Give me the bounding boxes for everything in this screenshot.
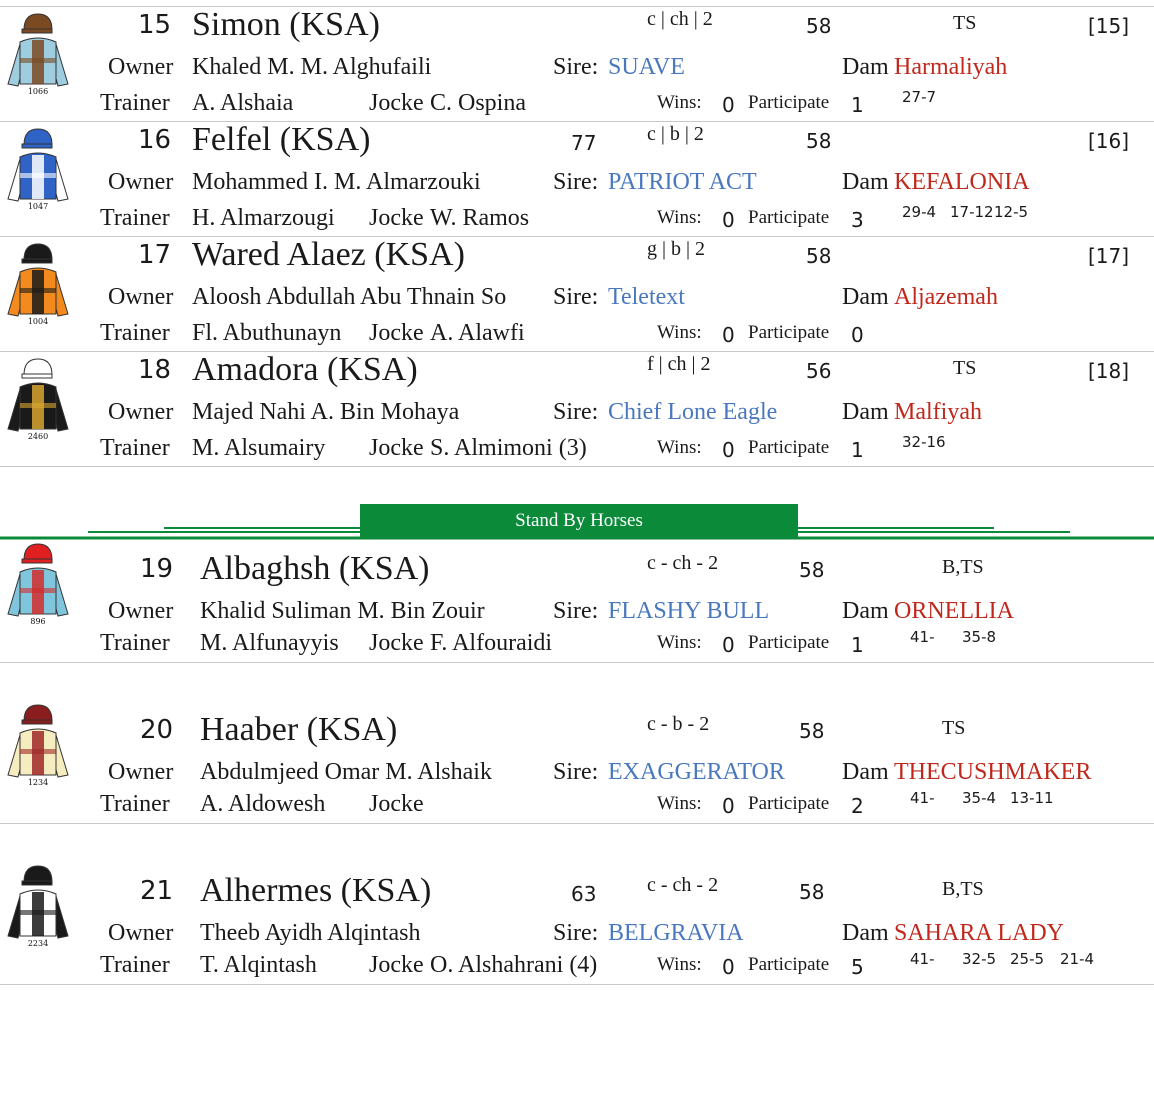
trainer-label: Trainer xyxy=(100,630,170,656)
horse-weight: 58 xyxy=(799,719,825,743)
dam-label: Dam xyxy=(842,399,889,425)
dam-name: KEFALONIA xyxy=(894,169,1030,195)
trainer-name: A. Alshaia xyxy=(192,90,294,116)
horse-weight: 58 xyxy=(799,558,825,582)
sire-name: BELGRAVIA xyxy=(608,920,744,946)
jockey-label: Jocke xyxy=(369,952,424,978)
form-entry: 32-5 xyxy=(962,950,997,968)
trainer-label: Trainer xyxy=(100,435,170,461)
sire-label: Sire: xyxy=(553,399,599,425)
horse-description: c - ch - 2 xyxy=(647,874,719,896)
owner-name: Majed Nahi A. Bin Mohaya xyxy=(192,399,460,425)
horse-name: Alhermes (KSA) xyxy=(200,872,432,909)
wins-label: Wins: xyxy=(657,92,702,113)
jockey-silk-icon xyxy=(4,6,72,96)
trainer-name: M. Alfunayyis xyxy=(200,630,339,656)
horse-rating: 77 xyxy=(571,131,597,155)
dam-name: SAHARA LADY xyxy=(894,920,1065,946)
svg-text:1004: 1004 xyxy=(27,317,49,326)
participate-label: Participate xyxy=(748,322,830,343)
horse-description: c | ch | 2 xyxy=(647,8,713,30)
trainer-label: Trainer xyxy=(100,320,170,346)
form-entry: 41- xyxy=(910,789,935,807)
svg-text:2460: 2460 xyxy=(27,432,49,441)
horse-equipment: TS xyxy=(953,12,977,34)
wins-value: 0 xyxy=(722,208,735,232)
sire-label: Sire: xyxy=(553,598,599,624)
horse-number: 19 xyxy=(140,554,174,584)
wins-label: Wins: xyxy=(657,437,702,458)
wins-label: Wins: xyxy=(657,632,702,653)
wins-value: 0 xyxy=(722,323,735,347)
participate-label: Participate xyxy=(748,437,830,458)
participate-label: Participate xyxy=(748,632,830,653)
jockey-name: W. Ramos xyxy=(430,205,530,231)
wins-value: 0 xyxy=(722,438,735,462)
dam-label: Dam xyxy=(842,284,889,310)
form-entry: 13-11 xyxy=(1010,789,1054,807)
horse-weight: 58 xyxy=(799,880,825,904)
wins-value: 0 xyxy=(722,794,735,818)
dam-name: Harmaliyah xyxy=(894,54,1008,80)
horse-description: f | ch | 2 xyxy=(647,353,711,375)
owner-label: Owner xyxy=(108,399,174,425)
trainer-name: Fl. Abuthunayn xyxy=(192,320,342,346)
row-divider xyxy=(0,466,1154,467)
form-entry: 29-4 xyxy=(902,203,937,221)
horse-weight: 56 xyxy=(806,359,832,383)
horse-equipment: B,TS xyxy=(942,878,984,900)
jockey-label: Jocke xyxy=(369,205,424,231)
horse-equipment: B,TS xyxy=(942,556,984,578)
owner-label: Owner xyxy=(108,920,174,946)
sire-name: Chief Lone Eagle xyxy=(608,399,778,425)
horse-row xyxy=(0,351,1154,465)
horse-weight: 58 xyxy=(806,244,832,268)
participate-label: Participate xyxy=(748,954,830,975)
participate-value: 1 xyxy=(851,438,864,462)
jockey-silk-icon xyxy=(4,121,72,211)
sire-label: Sire: xyxy=(553,54,599,80)
horse-description: c - ch - 2 xyxy=(647,552,719,574)
horse-equipment: TS xyxy=(953,357,977,379)
form-entry: 25-5 xyxy=(1010,950,1045,968)
horse-name: Albaghsh (KSA) xyxy=(200,550,430,587)
dam-name: ORNELLIA xyxy=(894,598,1014,624)
horse-row xyxy=(0,236,1154,350)
horse-weight: 58 xyxy=(806,129,832,153)
participate-value: 1 xyxy=(851,633,864,657)
dam-name: Malfiyah xyxy=(894,399,982,425)
dam-label: Dam xyxy=(842,54,889,80)
form-entry: 32-16 xyxy=(902,433,946,451)
dam-label: Dam xyxy=(842,920,889,946)
participate-label: Participate xyxy=(748,793,830,814)
jockey-label: Jocke xyxy=(369,320,424,346)
svg-text:2234: 2234 xyxy=(27,939,49,948)
sire-label: Sire: xyxy=(553,169,599,195)
participate-value: 1 xyxy=(851,93,864,117)
svg-text:1066: 1066 xyxy=(27,87,49,96)
jockey-label: Jocke xyxy=(369,435,424,461)
svg-text:1234: 1234 xyxy=(27,778,49,787)
horse-row xyxy=(0,697,1154,818)
horse-name: Amadora (KSA) xyxy=(192,351,418,388)
owner-label: Owner xyxy=(108,54,174,80)
wins-label: Wins: xyxy=(657,793,702,814)
form-entry: 27-7 xyxy=(902,88,937,106)
trainer-label: Trainer xyxy=(100,205,170,231)
jockey-name: A. Alawfi xyxy=(430,320,525,346)
horse-rating: 63 xyxy=(571,882,597,906)
horse-name: Wared Alaez (KSA) xyxy=(192,236,465,273)
form-entry: 41- xyxy=(910,628,935,646)
sire-name: Teletext xyxy=(608,284,685,310)
jockey-silk-icon xyxy=(4,858,72,948)
sire-name: FLASHY BULL xyxy=(608,598,770,624)
owner-label: Owner xyxy=(108,759,174,785)
horse-description: g | b | 2 xyxy=(647,238,706,260)
trainer-name: M. Alsumairy xyxy=(192,435,326,461)
owner-name: Khalid Suliman M. Bin Zouir xyxy=(200,598,485,624)
horse-number: 20 xyxy=(140,715,174,745)
sire-name: PATRIOT ACT xyxy=(608,169,757,195)
horse-draw: [15] xyxy=(1088,14,1130,38)
participate-label: Participate xyxy=(748,92,830,113)
wins-label: Wins: xyxy=(657,322,702,343)
horse-row xyxy=(0,121,1154,235)
trainer-name: A. Aldowesh xyxy=(200,791,326,817)
owner-name: Mohammed I. M. Almarzouki xyxy=(192,169,481,195)
wins-value: 0 xyxy=(722,955,735,979)
participate-value: 3 xyxy=(851,208,864,232)
owner-name: Theeb Ayidh Alqintash xyxy=(200,920,421,946)
participate-label: Participate xyxy=(748,207,830,228)
jockey-name: S. Almimoni (3) xyxy=(430,435,587,461)
sire-label: Sire: xyxy=(553,920,599,946)
horse-description: c | b | 2 xyxy=(647,123,704,145)
horse-name: Haaber (KSA) xyxy=(200,711,398,748)
dam-label: Dam xyxy=(842,169,889,195)
wins-value: 0 xyxy=(722,633,735,657)
horse-weight: 58 xyxy=(806,14,832,38)
horse-draw: [17] xyxy=(1088,244,1130,268)
horse-number: 18 xyxy=(138,355,172,385)
svg-text:896: 896 xyxy=(30,617,46,626)
horse-number: 15 xyxy=(138,10,172,40)
form-entry: 35-8 xyxy=(962,628,997,646)
dam-label: Dam xyxy=(842,759,889,785)
sire-label: Sire: xyxy=(553,284,599,310)
jockey-name: C. Ospina xyxy=(430,90,526,116)
owner-label: Owner xyxy=(108,598,174,624)
row-divider xyxy=(0,662,1154,663)
horse-number: 17 xyxy=(138,240,172,270)
trainer-label: Trainer xyxy=(100,952,170,978)
svg-text:1047: 1047 xyxy=(27,202,49,211)
dam-label: Dam xyxy=(842,598,889,624)
trainer-label: Trainer xyxy=(100,791,170,817)
owner-label: Owner xyxy=(108,284,174,310)
owner-name: Khaled M. M. Alghufaili xyxy=(192,54,432,80)
horse-number: 16 xyxy=(138,125,172,155)
jockey-name: O. Alshahrani (4) xyxy=(430,952,598,978)
owner-name: Abdulmjeed Omar M. Alshaik xyxy=(200,759,492,785)
jockey-label: Jocke xyxy=(369,90,424,116)
jockey-name: F. Alfouraidi xyxy=(430,630,553,656)
jockey-silk-icon xyxy=(4,351,72,441)
jockey-silk-icon xyxy=(4,236,72,326)
jockey-label: Jocke xyxy=(369,630,424,656)
trainer-name: H. Almarzougi xyxy=(192,205,335,231)
form-entry: 17-12 xyxy=(950,203,994,221)
sire-name: SUAVE xyxy=(608,54,685,80)
jockey-silk-icon xyxy=(4,697,72,787)
horse-draw: [16] xyxy=(1088,129,1130,153)
sire-name: EXAGGERATOR xyxy=(608,759,785,785)
horse-row xyxy=(0,6,1154,120)
row-divider xyxy=(0,823,1154,824)
form-entry: 35-4 xyxy=(962,789,997,807)
horse-name: Felfel (KSA) xyxy=(192,121,371,158)
owner-name: Aloosh Abdullah Abu Thnain So xyxy=(192,284,507,310)
form-entry: 12-5 xyxy=(994,203,1029,221)
dam-name: THECUSHMAKER xyxy=(894,759,1092,785)
trainer-label: Trainer xyxy=(100,90,170,116)
jockey-silk-icon xyxy=(4,536,72,626)
form-entry: 21-4 xyxy=(1060,950,1095,968)
trainer-name: T. Alqintash xyxy=(200,952,317,978)
form-entry: 41- xyxy=(910,950,935,968)
participate-value: 0 xyxy=(851,323,864,347)
standby-title: Stand By Horses xyxy=(360,504,798,538)
horse-number: 21 xyxy=(140,876,174,906)
horse-description: c - b - 2 xyxy=(647,713,710,735)
horse-row xyxy=(0,536,1154,657)
sire-label: Sire: xyxy=(553,759,599,785)
owner-label: Owner xyxy=(108,169,174,195)
wins-value: 0 xyxy=(722,93,735,117)
participate-value: 2 xyxy=(851,794,864,818)
horse-draw: [18] xyxy=(1088,359,1130,383)
row-divider xyxy=(0,984,1154,985)
participate-value: 5 xyxy=(851,955,864,979)
wins-label: Wins: xyxy=(657,954,702,975)
horse-equipment: TS xyxy=(942,717,966,739)
jockey-label: Jocke xyxy=(369,791,424,817)
horse-row xyxy=(0,858,1154,979)
dam-name: Aljazemah xyxy=(894,284,998,310)
wins-label: Wins: xyxy=(657,207,702,228)
horse-name: Simon (KSA) xyxy=(192,6,380,43)
